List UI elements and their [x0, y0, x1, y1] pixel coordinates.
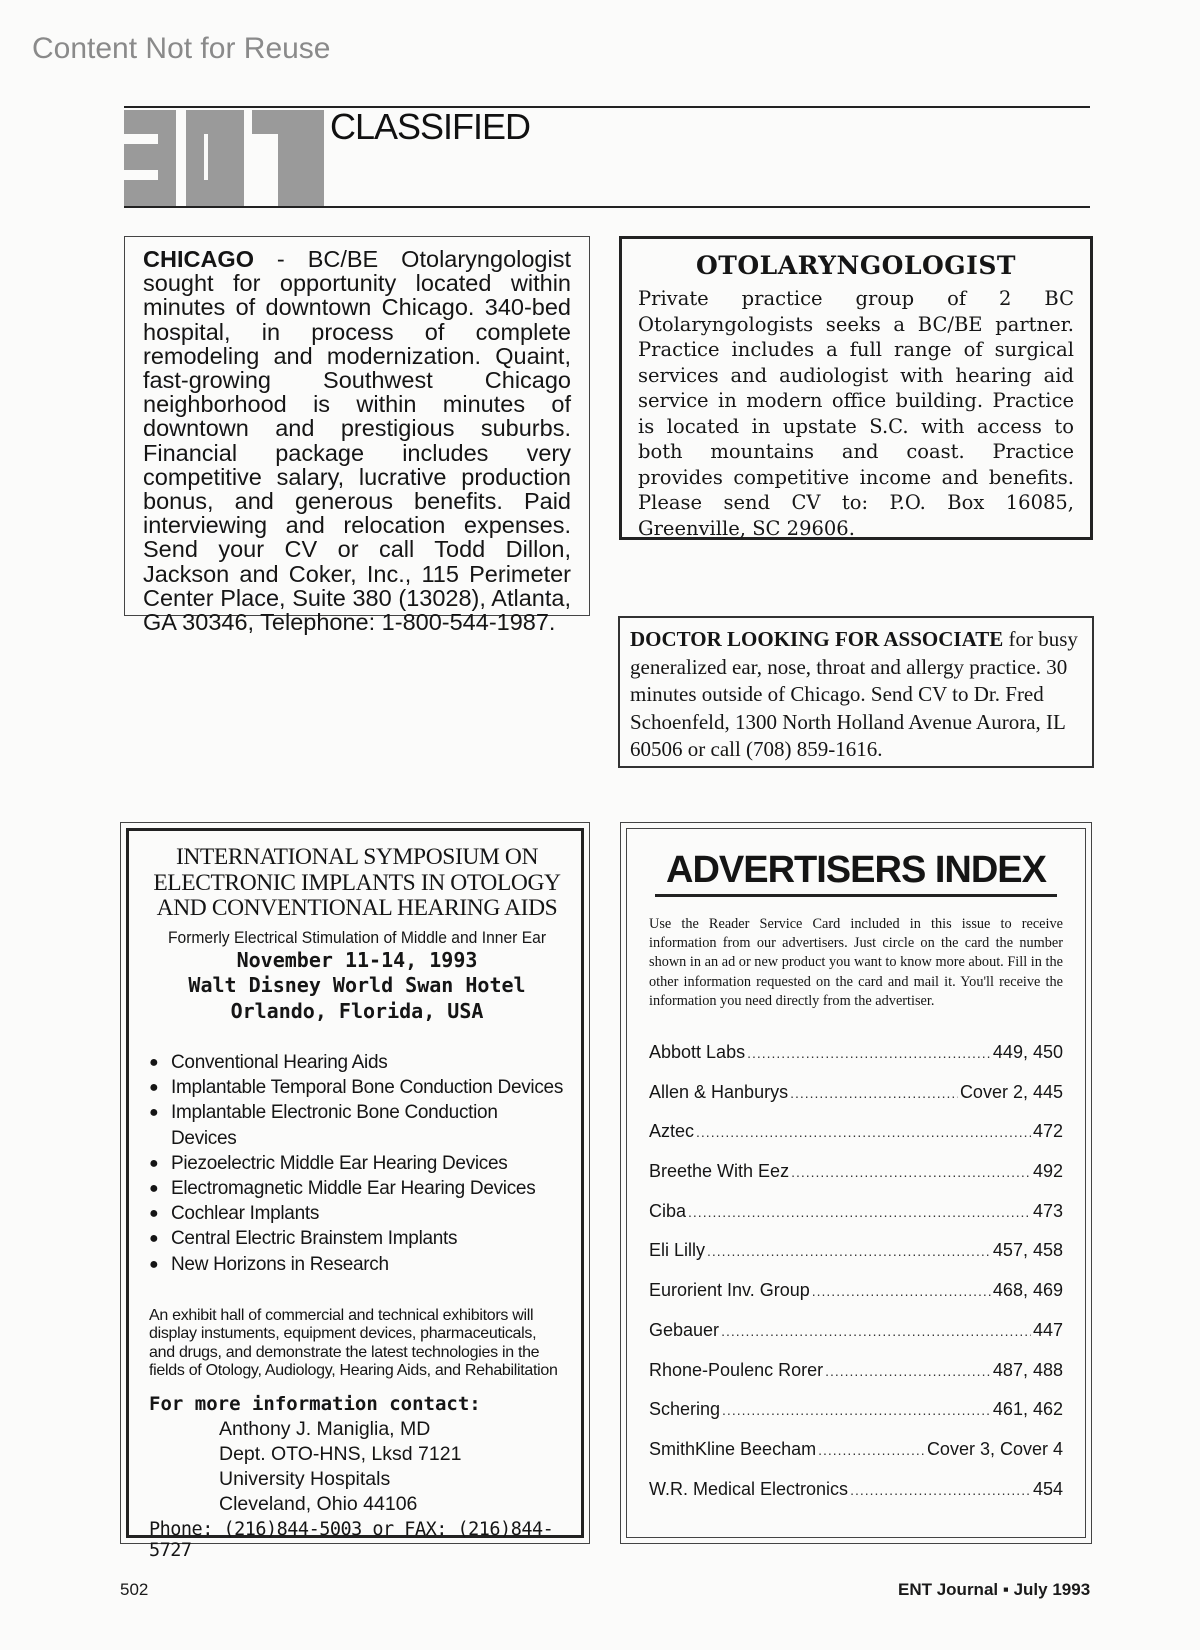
section-title: CLASSIFIED [330, 106, 531, 147]
ent-logo [124, 110, 324, 208]
leader-dots [721, 1312, 1031, 1352]
leader-dots [747, 1034, 991, 1074]
leader-dots [688, 1193, 1031, 1233]
symposium-formerly: Formerly Electrical Stimulation of Middle and Inner Ear [167, 927, 547, 947]
contact-line: University Hospitals [219, 1467, 391, 1490]
advertiser-name: Schering [649, 1399, 721, 1420]
bullet-icon: ● [149, 1205, 159, 1223]
advertiser-name: Abbott Labs [649, 1042, 746, 1063]
chicago-ad-body: - BC/BE Otolaryngologist sought for opportunity located within minutes of downtown Chicago. 340-bed hospital, in process of complete remodeling and modernization. Quaint, fast-growing Southwest Chicago neighborhood is within minutes of downtown and prestigious suburbs. Financial package includes very competitive salary, lucrative production bonus, and generous benefits. Paid interviewing and relocation expenses. Send your CV or call Todd Dillon, Jackson and Coker, Inc., 115 Perimeter Center Place, Suite 380 (13028), Atlanta, GA 30346, Telephone: 1-800-544-1987. [143, 246, 571, 636]
chicago-ad-lead: CHICAGO [143, 246, 254, 272]
bullet-icon: ● [149, 1180, 159, 1198]
advertiser-name: Allen & Hanburys [649, 1081, 789, 1102]
symposium-topic-list [149, 1050, 565, 1277]
advertiser-pages: 472 [1032, 1121, 1063, 1142]
journal-footer: ENT Journal ▪ July 1993 [898, 1580, 1091, 1599]
advertiser-pages: 454 [1032, 1478, 1063, 1499]
advertiser-pages: 473 [1032, 1200, 1063, 1221]
advertiser-pages: 457, 458 [992, 1240, 1063, 1261]
page-number: 502 [120, 1580, 149, 1599]
symposium-venue: Walt Disney World Swan Hotel [188, 973, 526, 997]
bullet-icon: ● [149, 1154, 159, 1172]
doctor-ad-body: for busy generalized ear, nose, throat and allergy practice. 30 minutes outside of Chicago. Send CV to Dr. Fred Schoenfeld, 1300 North Holland Avenue Aurora, IL 60506 or call (708) 859-1616. [630, 627, 1078, 761]
advertisers-index-inner [626, 828, 1086, 1538]
contact-line: Cleveland, Ohio 44106 [219, 1492, 418, 1515]
bullet-icon: ● [149, 1230, 159, 1248]
contact-line: Dept. OTO-HNS, Lksd 7121 [219, 1442, 462, 1465]
list-item [649, 1073, 1063, 1113]
leader-dots [812, 1272, 991, 1312]
list-item [649, 1033, 1063, 1073]
list-item [649, 1390, 1063, 1430]
list-item [649, 1192, 1063, 1232]
header-bottom-rule [124, 206, 1090, 208]
oto-ad-body: Private practice group of 2 BC Otolaryngologists seeks a BC/BE partner. Practice includes a full range of surgical services and audiologist with hearing aid service in modern office building. Practice is located in upstate S.C. with access to both mountains and coast. Practice provides competitive income and benefits. Please send CV to: P.O. Box 16085, Greenville, SC 29606. [638, 287, 1074, 540]
leader-dots [825, 1352, 991, 1392]
list-item [649, 1430, 1063, 1470]
leader-dots [818, 1431, 925, 1471]
advertisers-index-description: Use the Reader Service Card included in this issue to receive information from our advertisers. Just circle on the card the number shown in an ad or new product you want to know more about. Fill in the other information requested on the card and mail it. You'll receive the information you need directly from the advertiser. [649, 916, 1063, 1009]
bullet-icon: ● [149, 1079, 159, 1097]
advertiser-pages: 461, 462 [992, 1399, 1063, 1420]
advertiser-name: Eurorient Inv. Group [649, 1280, 810, 1301]
symposium-ad-inner [126, 828, 584, 1561]
doctor-ad-lead: DOCTOR LOOKING FOR ASSOCIATE [630, 627, 1004, 651]
advertiser-pages: 468, 469 [992, 1280, 1063, 1301]
ent-logo-background [124, 110, 324, 208]
bullet-icon: ● [149, 1054, 159, 1071]
symposium-date: November 11-14, 1993 [236, 947, 478, 972]
symposium-location: Orlando, Florida, USA [230, 998, 484, 1023]
list-item [649, 1112, 1063, 1152]
advertiser-name: W.R. Medical Electronics [649, 1478, 849, 1499]
title-underline [655, 894, 1057, 897]
list-item [649, 1311, 1063, 1351]
advertiser-name: SmithKline Beecham [649, 1438, 817, 1459]
advertiser-pages: 449, 450 [992, 1042, 1063, 1063]
advertiser-name: Eli Lilly [649, 1240, 706, 1261]
advertiser-pages: Cover 2, 445 [959, 1081, 1063, 1102]
advertiser-pages: 487, 488 [992, 1359, 1063, 1380]
list-item [649, 1231, 1063, 1271]
leader-dots [850, 1471, 1031, 1511]
watermark: Content Not for Reuse [32, 32, 331, 65]
symposium-title: INTERNATIONAL SYMPOSIUM ON ELECTRONIC IMPLANTS IN OTOLOGY AND CONVENTIONAL HEARING AIDS [153, 844, 561, 921]
list-item [649, 1351, 1063, 1391]
list-item [649, 1271, 1063, 1311]
advertiser-pages: 492 [1032, 1161, 1063, 1182]
advertisers-index [620, 822, 1092, 1544]
advertisers-list [649, 1033, 1063, 1509]
header-top-rule [124, 106, 1090, 108]
otolaryngologist-classified-ad [619, 236, 1093, 540]
list-item: ● Piezoelectric Middle Ear Hearing Devices [149, 1151, 565, 1176]
list-item: ● Cochlear Implants [149, 1201, 565, 1226]
advertiser-name: Rhone-Poulenc Rorer [649, 1359, 824, 1380]
symposium-phone: Phone: (216)844-5003 or FAX: (216)844-5727 [149, 1518, 554, 1561]
list-item: ● Conventional Hearing Aids [149, 1050, 565, 1075]
list-item: ● Electromagnetic Middle Ear Hearing Devices [149, 1176, 565, 1201]
list-item: ● New Horizons in Research [149, 1252, 565, 1277]
advertiser-name: Gebauer [649, 1319, 720, 1340]
leader-dots [722, 1391, 991, 1431]
oto-ad-title: OTOLARYNGOLOGIST [695, 251, 1017, 280]
list-item [649, 1152, 1063, 1192]
chicago-classified-ad [124, 236, 590, 636]
symposium-ad [120, 822, 590, 1561]
leader-dots [791, 1153, 1031, 1193]
bullet-icon: ● [149, 1104, 159, 1122]
list-item: ● Central Electric Brainstem Implants [149, 1226, 565, 1251]
leader-dots [790, 1074, 958, 1114]
leader-dots [696, 1113, 1031, 1153]
advertiser-pages: Cover 3, Cover 4 [926, 1438, 1063, 1459]
list-item [649, 1470, 1063, 1510]
doctor-associate-ad [618, 616, 1094, 768]
symposium-exhibit-text: An exhibit hall of commercial and technical exhibitors will display instuments, equipment devices, pharmaceuticals, and drugs, and demonstrate the latest technologies in the fields of Otology, Audiology, Hearing Aids, and Rehabilitation [149, 1306, 558, 1380]
advertiser-name: Aztec [649, 1121, 695, 1142]
advertiser-pages: 447 [1032, 1319, 1063, 1340]
list-item: ● Implantable Electronic Bone Conduction Devices [149, 1102, 498, 1149]
list-item: ● Implantable Temporal Bone Conduction Devices [149, 1075, 565, 1100]
advertisers-index-title: ADVERTISERS INDEX [666, 849, 1046, 891]
leader-dots [707, 1232, 991, 1272]
symposium-contact-address [219, 1417, 565, 1517]
symposium-contact-heading: For more information contact: [149, 1392, 481, 1415]
advertiser-name: Ciba [649, 1200, 687, 1221]
contact-line: Anthony J. Maniglia, MD [219, 1417, 431, 1440]
bullet-icon: ● [149, 1255, 159, 1273]
advertiser-name: Breethe With Eez [649, 1161, 790, 1182]
